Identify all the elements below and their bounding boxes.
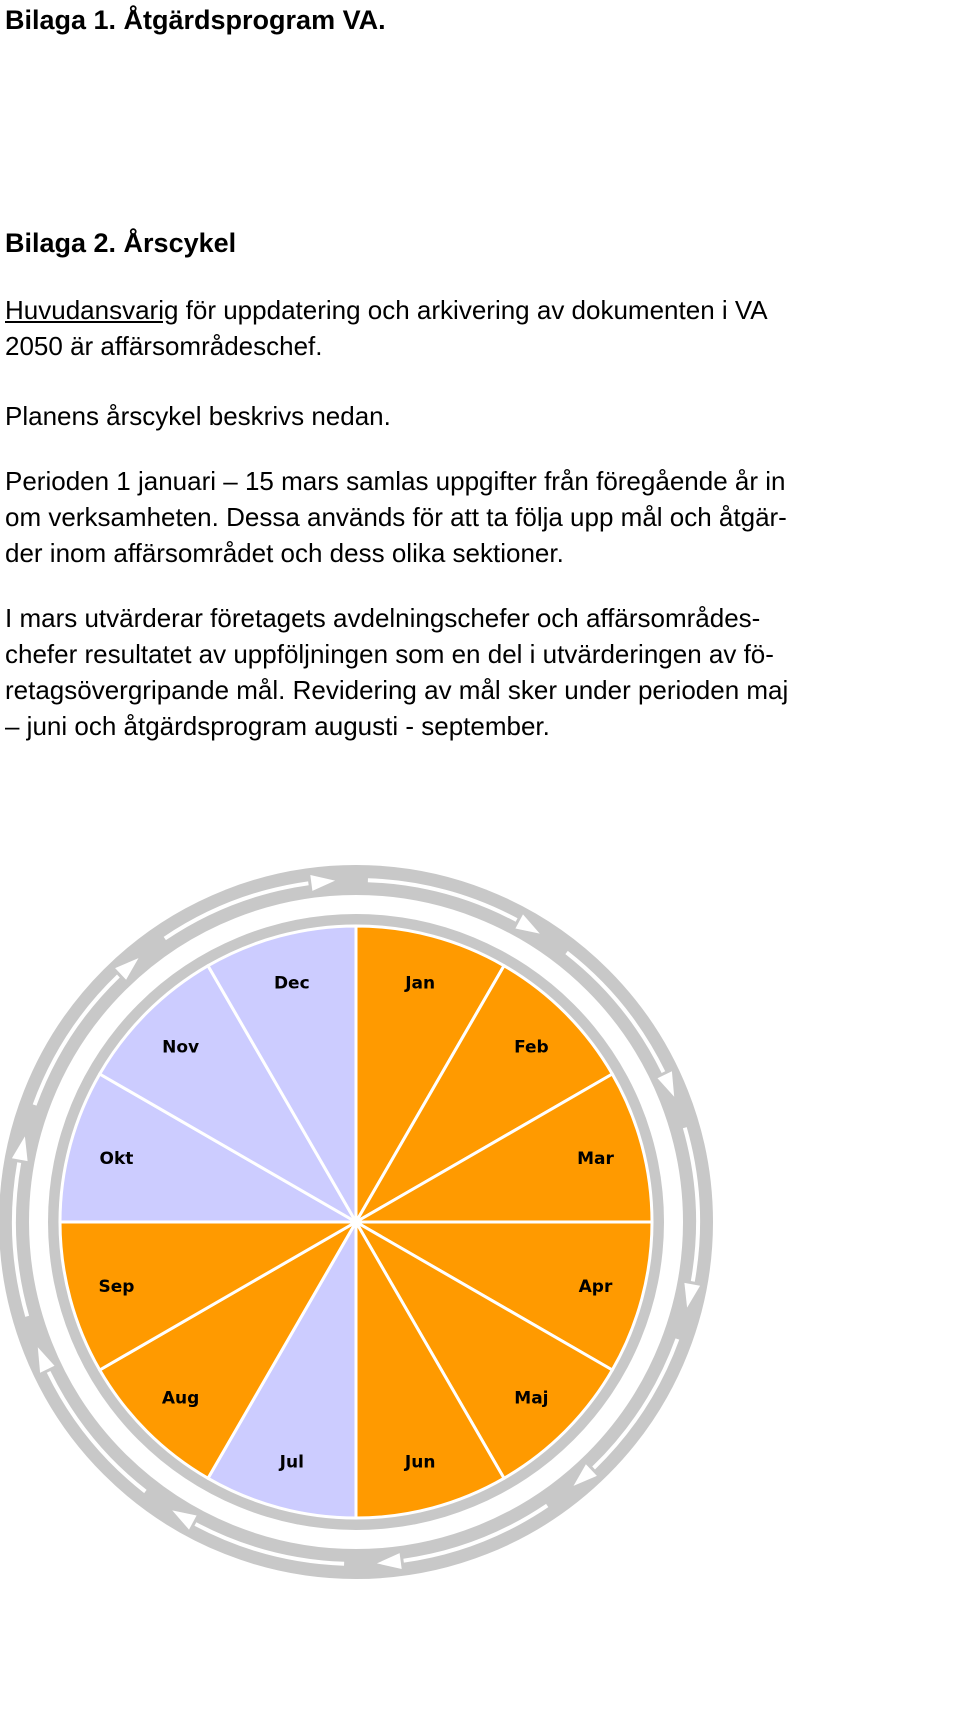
paragraph-period-line-1: Perioden 1 januari – 15 mars samlas uppgifter från föregående år in: [5, 466, 786, 496]
month-label-dec: Dec: [273, 973, 310, 994]
paragraph-evaluation-line-1: I mars utvärderar företagets avdelningschefer och affärsområdes-: [5, 603, 761, 633]
paragraph-cycle-intro-line-1: Planens årscykel beskrivs nedan.: [5, 401, 391, 431]
responsible-underlined: Huvudansvarig: [5, 295, 179, 325]
paragraph-period-line-3: der inom affärsområdet och dess olika sektioner.: [5, 538, 564, 568]
month-label-okt: Okt: [99, 1148, 134, 1169]
month-label-nov: Nov: [162, 1037, 200, 1058]
responsible-rest: för uppdatering och arkivering av dokumenten i VA: [178, 295, 768, 325]
month-slices: [60, 926, 652, 1518]
paragraph-evaluation-line-4: – juni och åtgärdsprogram augusti - september.: [5, 711, 550, 741]
month-label-feb: Feb: [514, 1037, 549, 1058]
month-label-maj: Maj: [514, 1388, 549, 1409]
paragraph-responsible-line-2: 2050 är affärsområdeschef.: [5, 331, 323, 361]
paragraph-evaluation-line-2: chefer resultatet av uppföljningen som en del i utvärderingen av fö-: [5, 639, 774, 669]
month-label-sep: Sep: [98, 1277, 135, 1298]
paragraph-period-line-2: om verksamheten. Dessa används för att ta följa upp mål och åtgär-: [5, 502, 787, 532]
month-label-apr: Apr: [578, 1277, 613, 1298]
month-label-jun: Jun: [404, 1452, 436, 1473]
month-label-aug: Aug: [161, 1388, 200, 1409]
bilaga2-title: Bilaga 2. Årscykel: [5, 228, 237, 258]
month-label-jul: Jul: [279, 1452, 304, 1473]
bilaga1-title: Bilaga 1. Åtgärdsprogram VA.: [5, 5, 386, 35]
month-label-jan: Jan: [405, 973, 436, 994]
paragraph-evaluation-line-3: retagsövergripande mål. Revidering av mål sker under perioden maj: [5, 675, 789, 705]
month-label-mar: Mar: [577, 1148, 614, 1169]
